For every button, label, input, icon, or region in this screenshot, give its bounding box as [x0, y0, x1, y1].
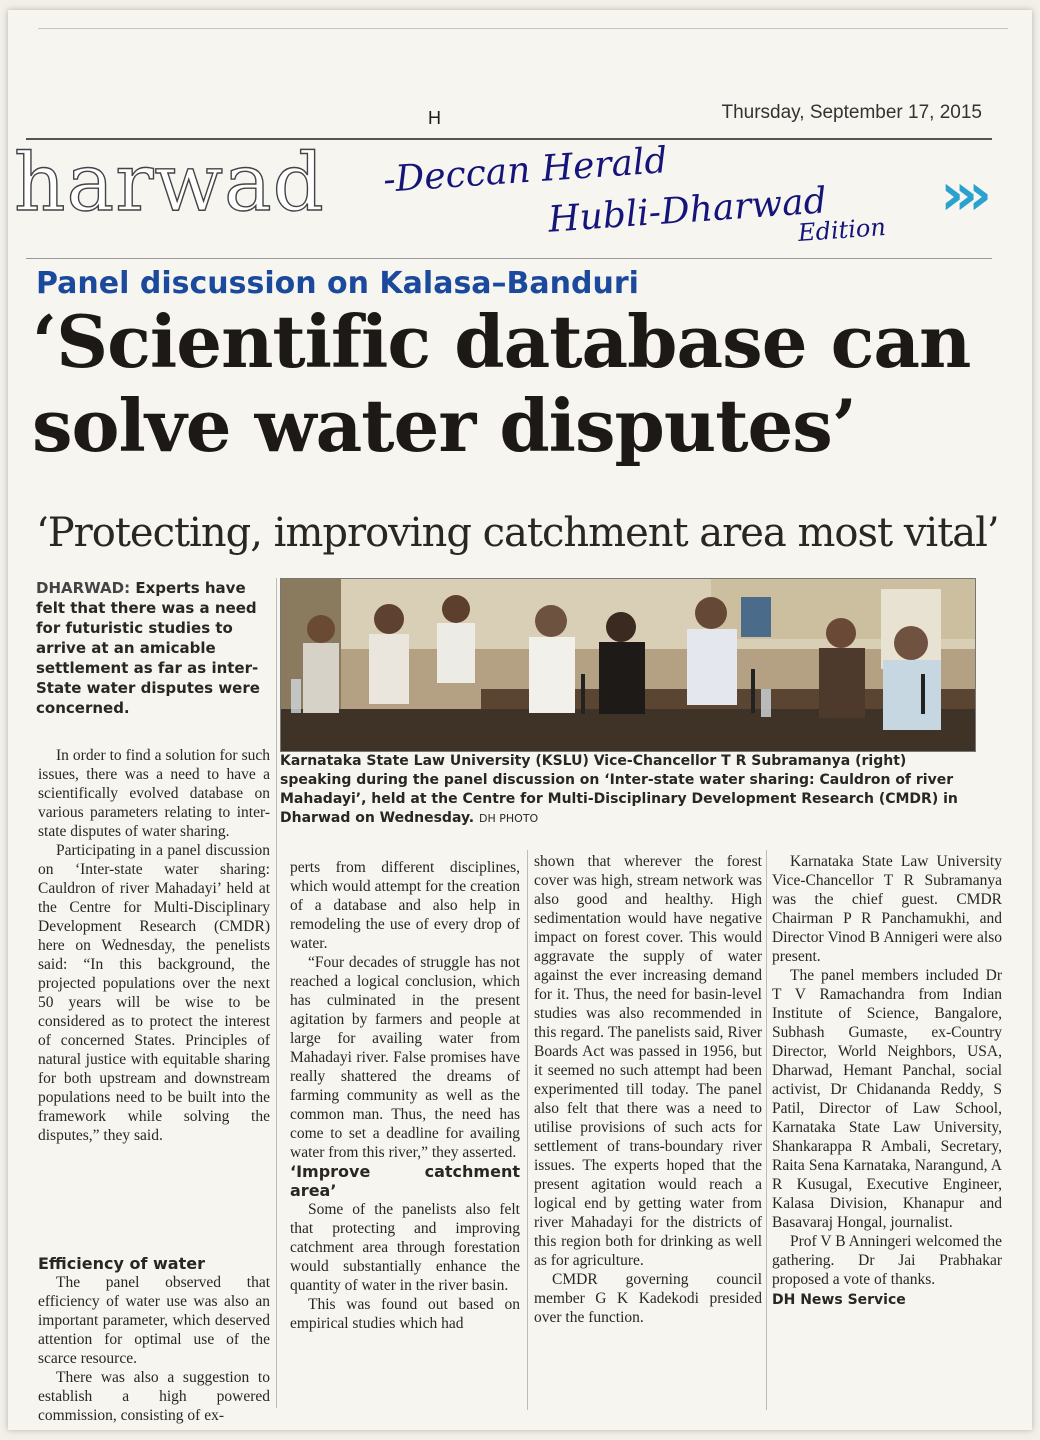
news-photo — [280, 578, 976, 752]
page-letter: H — [428, 108, 441, 128]
column-2 — [290, 858, 520, 1333]
article-intro — [36, 578, 266, 718]
byline: DH News Service — [772, 1292, 906, 1308]
column-3 — [534, 852, 762, 1327]
photo-caption — [280, 752, 974, 828]
chevron-arrows-icon: ››› — [940, 160, 982, 228]
column-divider — [766, 850, 767, 1410]
handwritten-note-line1: -Deccan Herald — [381, 140, 669, 201]
paragraph: Participating in a panel discussion on ‘Inter-state water sharing: Cauldron of river Mahadayi’ held at the Centre for Multi-Disciplinary Development Research (CMDR) here on Wednesday, the penelists said: “In this background, the projected populations over the next 50 years will be wise to be considered as to protect the interest of concerned States. Principles of natural justice with equitable sharing for both upstream and downstream populations need to be built into the framework while solving the disputes,” they said. — [38, 842, 270, 1144]
subheading-efficiency: Efficiency of water — [38, 1254, 205, 1273]
paragraph: There was also a suggestion to establish a high powered commission, consisting of ex- — [38, 1369, 270, 1424]
column-4 — [772, 852, 1002, 1310]
caption-text: Karnataka State Law University (KSLU) Vice-Chancellor T R Subramanya (right) speaking during the panel discussion on ‘Inter-state water sharing: Cauldron of river Mahadayi’, held at the Centre for Multi-Disciplinary Development Research (CMDR) in Dharwad on Wednesday. — [280, 753, 958, 826]
panel-discussion-photo — [281, 579, 975, 751]
paragraph: In order to find a solution for such issues, there was a need to have a scientifically evolved database on various parameters relating to inter-state disputes of water sharing. — [38, 747, 270, 840]
paragraph: Prof V B Anningeri welcomed the gathering. Dr Jai Prabhakar proposed a vote of thanks. — [772, 1233, 1002, 1288]
intro-dateline: DHARWAD: — [36, 579, 131, 597]
handwritten-note-line2: Hubli-Dharwad — [546, 180, 828, 241]
article-kicker: Panel discussion on Kalasa–Banduri — [36, 266, 639, 301]
column-1 — [38, 746, 270, 1145]
section-title: harwad — [14, 136, 325, 229]
paragraph: “Four decades of struggle has not reached a logical conclusion, which has culminated in the present agitation by farmers and people at large for availing water from Mahadayi river. False promises have really shattered the dreams of farming community as well as the common man. Thus, the need has come to set a deadline for availing water from this river,” they asserted. — [290, 954, 520, 1161]
paragraph: shown that wherever the forest cover was high, stream network was also good and healthy. High sedimentation would have negative impact on forest cover. This would aggravate the supply of water against the ever increasing demand for it. Thus, the need for basin-level studies was also recommended in this regard. The panelists said, River Boards Act was passed in 1956, but it seemed no such attempt had been experimented till today. The panel also felt that there was a need to utilise provisions of such acts for settlement of trans-boundary river issues. The experts hoped that the present agitation would reach a logical end by getting water from river Mahadayi for the districts of this region both for drinking as well as for agriculture. — [534, 853, 762, 1269]
column-divider — [527, 850, 528, 1410]
paragraph: Karnataka State Law University Vice-Chancellor T R Subramanya was the chief guest. CMDR Chairman P R Panchamukhi, and Director Vinod B Annigeri were also present. — [772, 853, 1002, 965]
paragraph: The panel observed that efficiency of water use was also an important parameter, which deserved attention for optimal use of the scarce resource. — [38, 1274, 270, 1367]
article-subhead: ‘Protecting, improving catchment area most vital’ — [36, 510, 999, 556]
paragraph: perts from different disciplines, which would attempt for the creation of a database and also help in remodeling the use of every drop of water. — [290, 859, 520, 952]
subheading-catchment: ‘Improve catchment area’ — [290, 1162, 520, 1200]
paragraph: CMDR governing council member G K Kadekodi presided over the function. — [534, 1271, 762, 1326]
handwritten-note-line3: Edition — [797, 212, 887, 248]
paragraph: The panel members included Dr T V Ramachandra from Indian Institute of Science, Bangalore, Subhash Gumaste, ex-Country Director, World Neighbors, USA, Dharwad, Hemant Panchal, social activist, Dr Chidananda Reddy, S Patil, Director of Law School, Karnataka State Law University, Shankarappa R Ambali, Secretary, Raita Sena Karnataka, Narangund, A R Kusugal, Executive Engineer, Kalasa Division, Khanapur and Basavaraj Hongal, journalist. — [772, 967, 1002, 1231]
intro-text: Experts have felt that there was a need for futuristic studies to arrive at an amicable settlement as far as inter-State water disputes were concerned. — [36, 579, 260, 717]
cut-edge-strip — [38, 10, 1008, 29]
column-divider — [276, 578, 277, 1408]
newspaper-clipping — [8, 10, 1032, 1430]
paragraph: This was found out based on empirical studies which had — [290, 1296, 520, 1332]
column-1-continued — [38, 1254, 270, 1425]
publication-date: Thursday, September 17, 2015 — [721, 102, 982, 123]
paragraph: Some of the panelists also felt that protecting and improving catchment area through forestation would substantially enhance the quantity of water in the river basin. — [290, 1201, 520, 1294]
section-rule — [26, 258, 992, 259]
article-headline: ‘Scientific database can solve water disputes’ — [32, 299, 971, 468]
photo-credit: DH PHOTO — [479, 812, 539, 825]
